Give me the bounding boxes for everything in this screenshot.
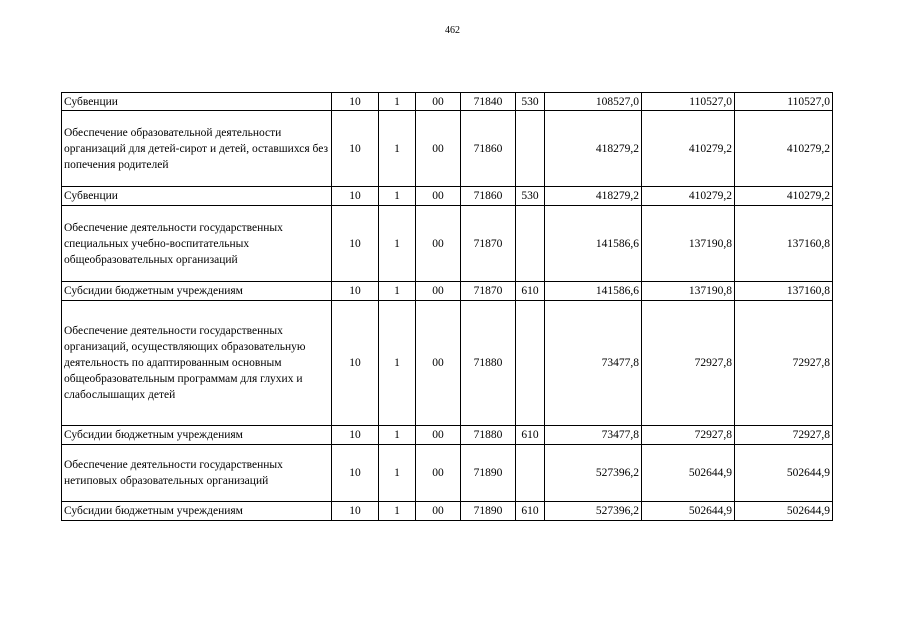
section-code: 10 [332,282,379,301]
amount-year-3: 72927,8 [735,426,833,445]
amount-year-3: 137160,8 [735,282,833,301]
target-code: 71870 [461,206,516,282]
table-row [62,301,833,426]
expense-type-code [516,206,545,282]
table-row [62,282,833,301]
section-code: 10 [332,301,379,426]
subsection-code: 1 [379,445,416,502]
budget-table [61,92,833,521]
amount-year-3: 502644,9 [735,502,833,521]
table-row [62,111,833,187]
target-code: 71840 [461,93,516,111]
subsection-code: 1 [379,187,416,206]
page-number: 462 [445,25,460,36]
table-row [62,187,833,206]
amount-year-1: 73477,8 [545,301,642,426]
amount-year-2: 410279,2 [642,187,735,206]
row-name: Субсидии бюджетным учреждениям [62,426,332,445]
program-code: 00 [416,301,461,426]
section-code: 10 [332,111,379,187]
program-code: 00 [416,111,461,187]
row-name: Обеспечение деятельности государственных организаций, осуществляющих образовательную деятельность по адаптированным основным общеобразовательным программам для глухих и слабослышащих детей [62,301,332,426]
amount-year-3: 502644,9 [735,445,833,502]
amount-year-2: 72927,8 [642,426,735,445]
row-name: Обеспечение образовательной деятельности организаций для детей-сирот и детей, оставшихся без попечения родителей [62,111,332,187]
row-name: Обеспечение деятельности государственных специальных учебно-воспитательных общеобразовательных организаций [62,206,332,282]
amount-year-3: 410279,2 [735,187,833,206]
target-code: 71870 [461,282,516,301]
amount-year-2: 502644,9 [642,445,735,502]
section-code: 10 [332,187,379,206]
program-code: 00 [416,93,461,111]
program-code: 00 [416,426,461,445]
amount-year-1: 73477,8 [545,426,642,445]
program-code: 00 [416,187,461,206]
amount-year-3: 410279,2 [735,111,833,187]
row-name: Обеспечение деятельности государственных нетиповых образовательных организаций [62,445,332,502]
amount-year-1: 418279,2 [545,187,642,206]
amount-year-2: 137190,8 [642,206,735,282]
section-code: 10 [332,426,379,445]
amount-year-3: 72927,8 [735,301,833,426]
subsection-code: 1 [379,426,416,445]
table-row [62,502,833,521]
amount-year-3: 137160,8 [735,206,833,282]
subsection-code: 1 [379,206,416,282]
amount-year-3: 110527,0 [735,93,833,111]
expense-type-code [516,111,545,187]
expense-type-code [516,301,545,426]
program-code: 00 [416,282,461,301]
target-code: 71860 [461,187,516,206]
subsection-code: 1 [379,301,416,426]
amount-year-1: 418279,2 [545,111,642,187]
amount-year-2: 72927,8 [642,301,735,426]
subsection-code: 1 [379,282,416,301]
amount-year-1: 108527,0 [545,93,642,111]
row-name: Субвенции [62,187,332,206]
section-code: 10 [332,445,379,502]
amount-year-1: 141586,6 [545,206,642,282]
expense-type-code: 610 [516,282,545,301]
table-row [62,426,833,445]
subsection-code: 1 [379,502,416,521]
table-row [62,445,833,502]
amount-year-2: 110527,0 [642,93,735,111]
amount-year-1: 141586,6 [545,282,642,301]
subsection-code: 1 [379,111,416,187]
target-code: 71880 [461,301,516,426]
expense-type-code [516,445,545,502]
row-name: Субвенции [62,93,332,111]
expense-type-code: 610 [516,502,545,521]
subsection-code: 1 [379,93,416,111]
section-code: 10 [332,502,379,521]
program-code: 00 [416,502,461,521]
target-code: 71880 [461,426,516,445]
row-name: Субсидии бюджетным учреждениям [62,502,332,521]
row-name: Субсидии бюджетным учреждениям [62,282,332,301]
expense-type-code: 530 [516,187,545,206]
amount-year-1: 527396,2 [545,502,642,521]
amount-year-2: 502644,9 [642,502,735,521]
table-row [62,93,833,111]
target-code: 71890 [461,502,516,521]
program-code: 00 [416,206,461,282]
target-code: 71860 [461,111,516,187]
amount-year-2: 137190,8 [642,282,735,301]
program-code: 00 [416,445,461,502]
target-code: 71890 [461,445,516,502]
section-code: 10 [332,206,379,282]
amount-year-1: 527396,2 [545,445,642,502]
expense-type-code: 610 [516,426,545,445]
expense-type-code: 530 [516,93,545,111]
table-row [62,206,833,282]
amount-year-2: 410279,2 [642,111,735,187]
section-code: 10 [332,93,379,111]
